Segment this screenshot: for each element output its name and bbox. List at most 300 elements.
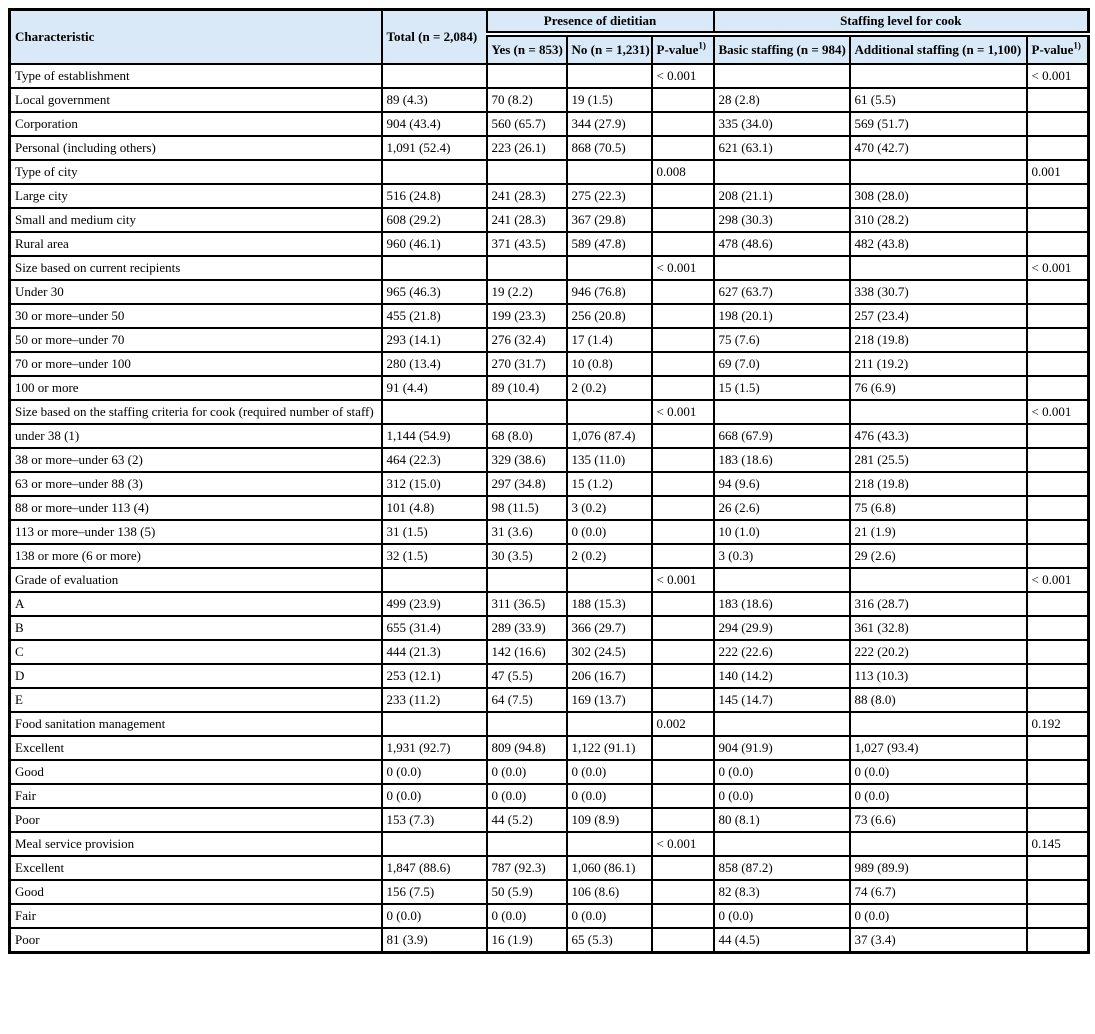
pvalue-dietitian-cell	[652, 904, 714, 928]
pvalue-cook-cell	[1027, 352, 1089, 376]
total-cell: 0 (0.0)	[382, 904, 487, 928]
basic-staffing-cell: 208 (21.1)	[714, 184, 850, 208]
additional-staffing-cell: 989 (89.9)	[850, 856, 1027, 880]
total-cell: 293 (14.1)	[382, 328, 487, 352]
total-cell	[382, 160, 487, 184]
pvalue-dietitian-cell	[652, 616, 714, 640]
additional-staffing-cell: 61 (5.5)	[850, 88, 1027, 112]
yes-cell: 0 (0.0)	[487, 784, 567, 808]
total-cell: 960 (46.1)	[382, 232, 487, 256]
basic-staffing-cell: 145 (14.7)	[714, 688, 850, 712]
basic-staffing-cell: 478 (48.6)	[714, 232, 850, 256]
table-row	[10, 640, 1089, 664]
pvalue-dietitian-cell	[652, 808, 714, 832]
pvalue-cook-cell	[1027, 208, 1089, 232]
characteristic-cell: 70 or more–under 100	[10, 352, 382, 376]
basic-staffing-cell	[714, 832, 850, 856]
no-cell: 367 (29.8)	[567, 208, 652, 232]
characteristic-cell: C	[10, 640, 382, 664]
no-cell: 2 (0.2)	[567, 376, 652, 400]
characteristic-cell: Fair	[10, 904, 382, 928]
no-cell: 106 (8.6)	[567, 880, 652, 904]
total-cell: 499 (23.9)	[382, 592, 487, 616]
table-row	[10, 520, 1089, 544]
no-cell: 0 (0.0)	[567, 784, 652, 808]
table-row	[10, 544, 1089, 568]
pvalue-cook-cell: 0.192	[1027, 712, 1089, 736]
no-cell	[567, 568, 652, 592]
total-cell: 81 (3.9)	[382, 928, 487, 953]
total-cell: 1,144 (54.9)	[382, 424, 487, 448]
pvalue-dietitian-cell	[652, 280, 714, 304]
basic-staffing-cell: 198 (20.1)	[714, 304, 850, 328]
total-cell: 0 (0.0)	[382, 784, 487, 808]
additional-staffing-cell	[850, 832, 1027, 856]
characteristic-cell: Type of city	[10, 160, 382, 184]
yes-cell: 16 (1.9)	[487, 928, 567, 953]
characteristic-cell: Large city	[10, 184, 382, 208]
pvalue-dietitian-cell	[652, 88, 714, 112]
total-cell: 280 (13.4)	[382, 352, 487, 376]
basic-staffing-cell: 15 (1.5)	[714, 376, 850, 400]
characteristic-cell: 50 or more–under 70	[10, 328, 382, 352]
pvalue-dietitian-cell	[652, 304, 714, 328]
yes-cell: 64 (7.5)	[487, 688, 567, 712]
pvalue-dietitian-cell	[652, 184, 714, 208]
pvalue-cook-cell	[1027, 112, 1089, 136]
pvalue-dietitian-cell	[652, 880, 714, 904]
no-cell	[567, 64, 652, 88]
table-row	[10, 664, 1089, 688]
no-cell: 1,060 (86.1)	[567, 856, 652, 880]
yes-cell	[487, 256, 567, 280]
header-group-row	[10, 10, 1089, 35]
yes-cell: 0 (0.0)	[487, 904, 567, 928]
table-row	[10, 904, 1089, 928]
yes-cell: 276 (32.4)	[487, 328, 567, 352]
basic-staffing-cell: 904 (91.9)	[714, 736, 850, 760]
yes-cell	[487, 400, 567, 424]
additional-staffing-cell: 308 (28.0)	[850, 184, 1027, 208]
pvalue-dietitian-cell	[652, 448, 714, 472]
additional-staffing-cell	[850, 256, 1027, 280]
additional-staffing-cell: 338 (30.7)	[850, 280, 1027, 304]
yes-cell: 241 (28.3)	[487, 208, 567, 232]
total-cell: 965 (46.3)	[382, 280, 487, 304]
additional-staffing-cell: 1,027 (93.4)	[850, 736, 1027, 760]
pvalue-cook-cell	[1027, 424, 1089, 448]
characteristic-cell: D	[10, 664, 382, 688]
yes-cell	[487, 568, 567, 592]
pvalue-dietitian-cell	[652, 784, 714, 808]
col-header-pvalue-cook	[1027, 34, 1089, 64]
no-cell	[567, 400, 652, 424]
no-cell: 2 (0.2)	[567, 544, 652, 568]
basic-staffing-cell: 298 (30.3)	[714, 208, 850, 232]
table-row	[10, 256, 1089, 280]
no-cell: 3 (0.2)	[567, 496, 652, 520]
table-row	[10, 112, 1089, 136]
characteristic-cell: 88 or more–under 113 (4)	[10, 496, 382, 520]
pvalue-dietitian-cell: < 0.001	[652, 832, 714, 856]
pvalue-dietitian-cell	[652, 736, 714, 760]
characteristic-cell: Small and medium city	[10, 208, 382, 232]
basic-staffing-cell: 10 (1.0)	[714, 520, 850, 544]
characteristic-cell: Fair	[10, 784, 382, 808]
pvalue-dietitian-cell: 0.008	[652, 160, 714, 184]
additional-staffing-cell: 310 (28.2)	[850, 208, 1027, 232]
additional-staffing-cell: 74 (6.7)	[850, 880, 1027, 904]
characteristic-cell: Excellent	[10, 856, 382, 880]
pvalue-cook-cell: < 0.001	[1027, 568, 1089, 592]
total-cell: 253 (12.1)	[382, 664, 487, 688]
additional-staffing-cell: 361 (32.8)	[850, 616, 1027, 640]
pvalue-dietitian-cell	[652, 112, 714, 136]
col-group-staffing-level-for-cook: Staffing level for cook	[714, 10, 1089, 35]
basic-staffing-cell: 3 (0.3)	[714, 544, 850, 568]
pvalue-cook-cell	[1027, 928, 1089, 953]
basic-staffing-cell: 26 (2.6)	[714, 496, 850, 520]
total-cell: 1,091 (52.4)	[382, 136, 487, 160]
additional-staffing-cell	[850, 64, 1027, 88]
additional-staffing-cell: 113 (10.3)	[850, 664, 1027, 688]
table-row	[10, 304, 1089, 328]
pvalue-cook-cell	[1027, 616, 1089, 640]
additional-staffing-cell: 482 (43.8)	[850, 232, 1027, 256]
table-row	[10, 616, 1089, 640]
additional-staffing-cell: 21 (1.9)	[850, 520, 1027, 544]
table-row	[10, 448, 1089, 472]
no-cell: 10 (0.8)	[567, 352, 652, 376]
table-row	[10, 736, 1089, 760]
basic-staffing-cell: 28 (2.8)	[714, 88, 850, 112]
additional-staffing-cell: 211 (19.2)	[850, 352, 1027, 376]
total-cell: 904 (43.4)	[382, 112, 487, 136]
total-cell: 455 (21.8)	[382, 304, 487, 328]
table-row	[10, 88, 1089, 112]
pvalue-cook-cell	[1027, 904, 1089, 928]
yes-cell: 47 (5.5)	[487, 664, 567, 688]
total-cell: 89 (4.3)	[382, 88, 487, 112]
basic-staffing-cell	[714, 400, 850, 424]
table-row	[10, 280, 1089, 304]
additional-staffing-cell: 0 (0.0)	[850, 784, 1027, 808]
no-cell: 188 (15.3)	[567, 592, 652, 616]
characteristic-cell: Meal service provision	[10, 832, 382, 856]
yes-cell: 199 (23.3)	[487, 304, 567, 328]
additional-staffing-cell: 37 (3.4)	[850, 928, 1027, 953]
basic-staffing-cell: 627 (63.7)	[714, 280, 850, 304]
no-cell	[567, 256, 652, 280]
pvalue-dietitian-cell	[652, 760, 714, 784]
yes-cell: 329 (38.6)	[487, 448, 567, 472]
total-cell: 91 (4.4)	[382, 376, 487, 400]
pvalue-dietitian-cell	[652, 136, 714, 160]
total-cell	[382, 568, 487, 592]
basic-staffing-cell: 0 (0.0)	[714, 904, 850, 928]
pvalue-cook-cell	[1027, 544, 1089, 568]
table-row	[10, 352, 1089, 376]
no-cell: 589 (47.8)	[567, 232, 652, 256]
additional-staffing-cell: 29 (2.6)	[850, 544, 1027, 568]
no-cell: 15 (1.2)	[567, 472, 652, 496]
basic-staffing-cell: 858 (87.2)	[714, 856, 850, 880]
yes-cell: 223 (26.1)	[487, 136, 567, 160]
table-row	[10, 400, 1089, 424]
table-row	[10, 880, 1089, 904]
yes-cell: 241 (28.3)	[487, 184, 567, 208]
total-cell: 608 (29.2)	[382, 208, 487, 232]
no-cell	[567, 832, 652, 856]
table-row	[10, 832, 1089, 856]
pvalue-cook-cell	[1027, 136, 1089, 160]
pvalue-cook-cell	[1027, 376, 1089, 400]
yes-cell	[487, 64, 567, 88]
basic-staffing-cell: 0 (0.0)	[714, 784, 850, 808]
pvalue-dietitian-cell: < 0.001	[652, 400, 714, 424]
additional-staffing-cell: 0 (0.0)	[850, 760, 1027, 784]
yes-cell	[487, 712, 567, 736]
total-cell: 655 (31.4)	[382, 616, 487, 640]
total-cell: 32 (1.5)	[382, 544, 487, 568]
pvalue-cook-cell	[1027, 304, 1089, 328]
basic-staffing-cell: 80 (8.1)	[714, 808, 850, 832]
pvalue-cook-cell	[1027, 664, 1089, 688]
additional-staffing-cell	[850, 712, 1027, 736]
pvalue-dietitian-cell	[652, 328, 714, 352]
pvalue-cook-cell	[1027, 88, 1089, 112]
no-cell: 206 (16.7)	[567, 664, 652, 688]
basic-staffing-cell: 183 (18.6)	[714, 448, 850, 472]
total-cell: 1,931 (92.7)	[382, 736, 487, 760]
pvalue-cook-cell	[1027, 184, 1089, 208]
pvalue-dietitian-cell	[652, 208, 714, 232]
basic-staffing-cell: 140 (14.2)	[714, 664, 850, 688]
yes-cell: 98 (11.5)	[487, 496, 567, 520]
characteristic-cell: Good	[10, 880, 382, 904]
basic-staffing-cell: 0 (0.0)	[714, 760, 850, 784]
basic-staffing-cell: 94 (9.6)	[714, 472, 850, 496]
pvalue-cook-cell: 0.145	[1027, 832, 1089, 856]
additional-staffing-cell: 281 (25.5)	[850, 448, 1027, 472]
basic-staffing-cell	[714, 568, 850, 592]
yes-cell: 560 (65.7)	[487, 112, 567, 136]
additional-staffing-cell: 222 (20.2)	[850, 640, 1027, 664]
no-cell: 65 (5.3)	[567, 928, 652, 953]
pvalue-dietitian-cell: < 0.001	[652, 64, 714, 88]
pvalue-cook-cell	[1027, 856, 1089, 880]
table-row	[10, 184, 1089, 208]
basic-staffing-cell	[714, 64, 850, 88]
total-cell: 0 (0.0)	[382, 760, 487, 784]
pvalue-dietitian-cell: < 0.001	[652, 568, 714, 592]
total-cell	[382, 832, 487, 856]
yes-cell: 787 (92.3)	[487, 856, 567, 880]
pvalue-dietitian-cell: 0.002	[652, 712, 714, 736]
basic-staffing-cell	[714, 256, 850, 280]
pvalue-dietitian-cell	[652, 496, 714, 520]
pvalue-cook-cell	[1027, 592, 1089, 616]
basic-staffing-cell	[714, 160, 850, 184]
pvalue-footnote-marker: 1)	[1073, 40, 1081, 51]
total-cell: 464 (22.3)	[382, 448, 487, 472]
pvalue-dietitian-cell	[652, 928, 714, 953]
total-cell: 444 (21.3)	[382, 640, 487, 664]
total-cell	[382, 64, 487, 88]
additional-staffing-cell: 0 (0.0)	[850, 904, 1027, 928]
pvalue-cook-cell: 0.001	[1027, 160, 1089, 184]
table-row	[10, 472, 1089, 496]
pvalue-cook-cell	[1027, 880, 1089, 904]
characteristic-cell: Local government	[10, 88, 382, 112]
basic-staffing-cell: 294 (29.9)	[714, 616, 850, 640]
table-row	[10, 328, 1089, 352]
pvalue-cook-cell	[1027, 688, 1089, 712]
characteristic-cell: Under 30	[10, 280, 382, 304]
characteristic-cell: Size based on the staffing criteria for cook (required number of staff)	[10, 400, 382, 424]
characteristic-cell: B	[10, 616, 382, 640]
table-row	[10, 784, 1089, 808]
characteristic-cell: Size based on current recipients	[10, 256, 382, 280]
pvalue-dietitian-cell	[652, 376, 714, 400]
no-cell	[567, 712, 652, 736]
additional-staffing-cell	[850, 568, 1027, 592]
pvalue-cook-cell	[1027, 520, 1089, 544]
yes-cell: 809 (94.8)	[487, 736, 567, 760]
no-cell: 109 (8.9)	[567, 808, 652, 832]
additional-staffing-cell: 569 (51.7)	[850, 112, 1027, 136]
characteristic-cell: Good	[10, 760, 382, 784]
table-header	[10, 10, 1089, 65]
no-cell: 1,076 (87.4)	[567, 424, 652, 448]
no-cell: 344 (27.9)	[567, 112, 652, 136]
table-row	[10, 688, 1089, 712]
no-cell: 868 (70.5)	[567, 136, 652, 160]
pvalue-dietitian-cell	[652, 352, 714, 376]
pvalue-cook-cell	[1027, 760, 1089, 784]
table-row	[10, 808, 1089, 832]
pvalue-cook-cell: < 0.001	[1027, 64, 1089, 88]
additional-staffing-cell	[850, 400, 1027, 424]
characteristic-cell: 30 or more–under 50	[10, 304, 382, 328]
table-row	[10, 160, 1089, 184]
no-cell: 1,122 (91.1)	[567, 736, 652, 760]
yes-cell: 89 (10.4)	[487, 376, 567, 400]
yes-cell: 289 (33.9)	[487, 616, 567, 640]
yes-cell: 44 (5.2)	[487, 808, 567, 832]
characteristic-cell: Poor	[10, 928, 382, 953]
col-header-characteristic: Characteristic	[10, 10, 382, 65]
pvalue-dietitian-cell	[652, 232, 714, 256]
pvalue-cook-cell	[1027, 808, 1089, 832]
total-cell: 312 (15.0)	[382, 472, 487, 496]
additional-staffing-cell: 476 (43.3)	[850, 424, 1027, 448]
basic-staffing-cell: 335 (34.0)	[714, 112, 850, 136]
total-cell: 233 (11.2)	[382, 688, 487, 712]
pvalue-dietitian-cell	[652, 424, 714, 448]
pvalue-cook-cell	[1027, 232, 1089, 256]
table-row	[10, 136, 1089, 160]
yes-cell: 31 (3.6)	[487, 520, 567, 544]
yes-cell: 371 (43.5)	[487, 232, 567, 256]
table-row	[10, 592, 1089, 616]
yes-cell	[487, 832, 567, 856]
additional-staffing-cell: 76 (6.9)	[850, 376, 1027, 400]
no-cell: 0 (0.0)	[567, 760, 652, 784]
yes-cell: 19 (2.2)	[487, 280, 567, 304]
no-cell: 256 (20.8)	[567, 304, 652, 328]
table-row	[10, 376, 1089, 400]
pvalue-dietitian-cell: < 0.001	[652, 256, 714, 280]
characteristic-cell: 38 or more–under 63 (2)	[10, 448, 382, 472]
pvalue-footnote-marker: 1)	[698, 40, 706, 51]
col-header-yes: Yes (n = 853)	[487, 34, 567, 64]
table-row	[10, 568, 1089, 592]
col-header-basic-staffing: Basic staffing (n = 984)	[714, 34, 850, 64]
total-cell: 31 (1.5)	[382, 520, 487, 544]
no-cell: 17 (1.4)	[567, 328, 652, 352]
yes-cell: 68 (8.0)	[487, 424, 567, 448]
characteristic-cell: A	[10, 592, 382, 616]
pvalue-cook-cell	[1027, 472, 1089, 496]
table-body	[10, 64, 1089, 953]
pvalue-dietitian-cell	[652, 472, 714, 496]
table-row	[10, 64, 1089, 88]
characteristic-cell: 113 or more–under 138 (5)	[10, 520, 382, 544]
table-row	[10, 424, 1089, 448]
pvalue-cook-cell	[1027, 448, 1089, 472]
pvalue-label: P-value	[656, 42, 699, 57]
basic-staffing-cell: 183 (18.6)	[714, 592, 850, 616]
total-cell: 516 (24.8)	[382, 184, 487, 208]
table-row	[10, 928, 1089, 953]
characteristic-cell: E	[10, 688, 382, 712]
characteristic-cell: Corporation	[10, 112, 382, 136]
pvalue-cook-cell	[1027, 328, 1089, 352]
characteristic-cell: Type of establishment	[10, 64, 382, 88]
col-header-additional-staffing: Additional staffing (n = 1,100)	[850, 34, 1027, 64]
yes-cell: 50 (5.9)	[487, 880, 567, 904]
basic-staffing-cell: 44 (4.5)	[714, 928, 850, 953]
pvalue-cook-cell	[1027, 280, 1089, 304]
characteristic-cell: Personal (including others)	[10, 136, 382, 160]
characteristic-cell: Grade of evaluation	[10, 568, 382, 592]
characteristics-table	[8, 8, 1090, 954]
total-cell	[382, 256, 487, 280]
no-cell: 366 (29.7)	[567, 616, 652, 640]
pvalue-cook-cell: < 0.001	[1027, 400, 1089, 424]
basic-staffing-cell	[714, 712, 850, 736]
characteristic-cell: Poor	[10, 808, 382, 832]
table-row	[10, 232, 1089, 256]
no-cell: 302 (24.5)	[567, 640, 652, 664]
no-cell: 19 (1.5)	[567, 88, 652, 112]
characteristic-cell: Food sanitation management	[10, 712, 382, 736]
table-row	[10, 208, 1089, 232]
yes-cell	[487, 160, 567, 184]
total-cell	[382, 400, 487, 424]
basic-staffing-cell: 82 (8.3)	[714, 880, 850, 904]
yes-cell: 142 (16.6)	[487, 640, 567, 664]
characteristic-cell: 63 or more–under 88 (3)	[10, 472, 382, 496]
pvalue-label: P-value	[1031, 42, 1074, 57]
pvalue-dietitian-cell	[652, 688, 714, 712]
table-row	[10, 496, 1089, 520]
characteristic-cell: under 38 (1)	[10, 424, 382, 448]
additional-staffing-cell: 257 (23.4)	[850, 304, 1027, 328]
additional-staffing-cell: 75 (6.8)	[850, 496, 1027, 520]
basic-staffing-cell: 75 (7.6)	[714, 328, 850, 352]
